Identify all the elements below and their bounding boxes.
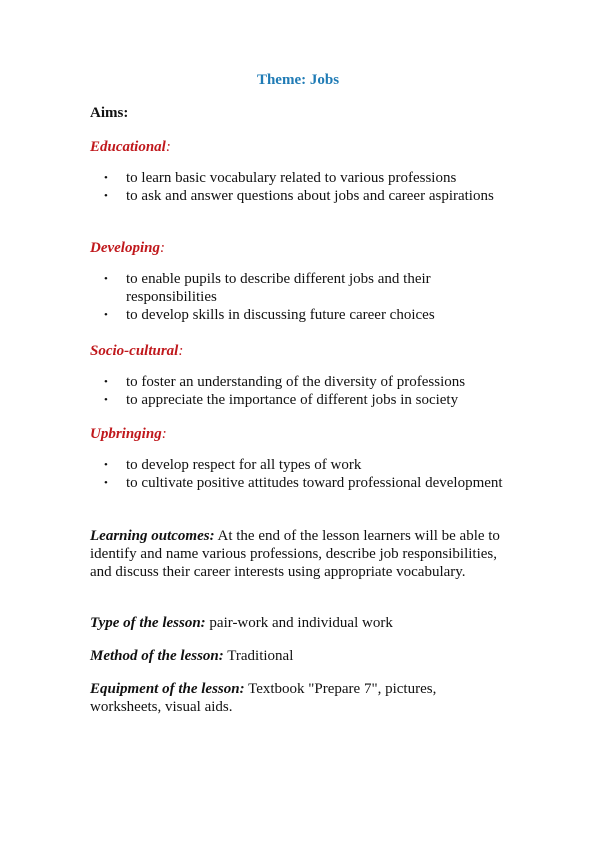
lesson-type-text: pair-work and individual work	[205, 615, 393, 631]
equipment-text: Textbook "Prepare 7", pictures, worksheets, visual aids.	[90, 681, 437, 715]
lesson-type-paragraph	[90, 614, 500, 632]
list-item: • to ask and answer questions about jobs and career aspirations	[104, 188, 494, 204]
aim-list	[90, 169, 510, 205]
learning-outcomes-paragraph	[90, 527, 500, 581]
aim-list	[90, 373, 510, 409]
bullet-icon: •	[104, 477, 108, 489]
bullet-icon: •	[104, 273, 108, 285]
list-item: • to cultivate positive attitudes toward professional development	[104, 475, 503, 491]
equipment-label: Equipment of the lesson:	[90, 681, 245, 697]
learning-outcomes-label: Learning outcomes:	[90, 528, 215, 544]
bullet-icon: •	[104, 172, 108, 184]
section-upbringing	[90, 425, 510, 492]
page-title: Theme: Jobs	[256, 72, 340, 88]
bullet-icon: •	[104, 376, 108, 388]
lesson-method-label: Method of the lesson:	[90, 648, 224, 664]
bullet-icon: •	[104, 309, 108, 321]
list-item: • to develop skills in discussing future career choices	[104, 307, 435, 323]
section-heading: Educational:	[90, 139, 171, 155]
aims-label: Aims:	[90, 105, 129, 121]
list-item: • to foster an understanding of the diversity of professions	[104, 374, 466, 390]
section-heading: Developing:	[90, 240, 165, 256]
list-item: • to enable pupils to describe different jobs and their responsibilities	[104, 271, 431, 305]
section-developing	[90, 239, 510, 324]
bullet-icon: •	[104, 459, 108, 471]
section-socio-cultural	[90, 342, 510, 409]
aim-list	[90, 270, 510, 324]
lesson-type-label: Type of the lesson:	[90, 615, 206, 631]
section-heading: Upbringing:	[90, 426, 167, 442]
learning-outcomes-text: At the end of the lesson learners will be able to identify and name various professions, describe job responsibilities, and discuss their career interests using appropriate vocabulary.	[90, 528, 500, 580]
list-item: • to learn basic vocabulary related to various professions	[104, 170, 457, 186]
equipment-paragraph	[90, 680, 500, 716]
list-item: • to develop respect for all types of work	[104, 457, 362, 473]
section-heading: Socio-cultural:	[90, 343, 184, 359]
lesson-method-paragraph	[90, 647, 500, 665]
bullet-icon: •	[104, 394, 108, 406]
section-educational	[90, 138, 510, 205]
aim-list	[90, 456, 510, 492]
bullet-icon: •	[104, 190, 108, 202]
list-item: • to appreciate the importance of different jobs in society	[104, 392, 459, 408]
lesson-method-text: Traditional	[223, 648, 294, 664]
